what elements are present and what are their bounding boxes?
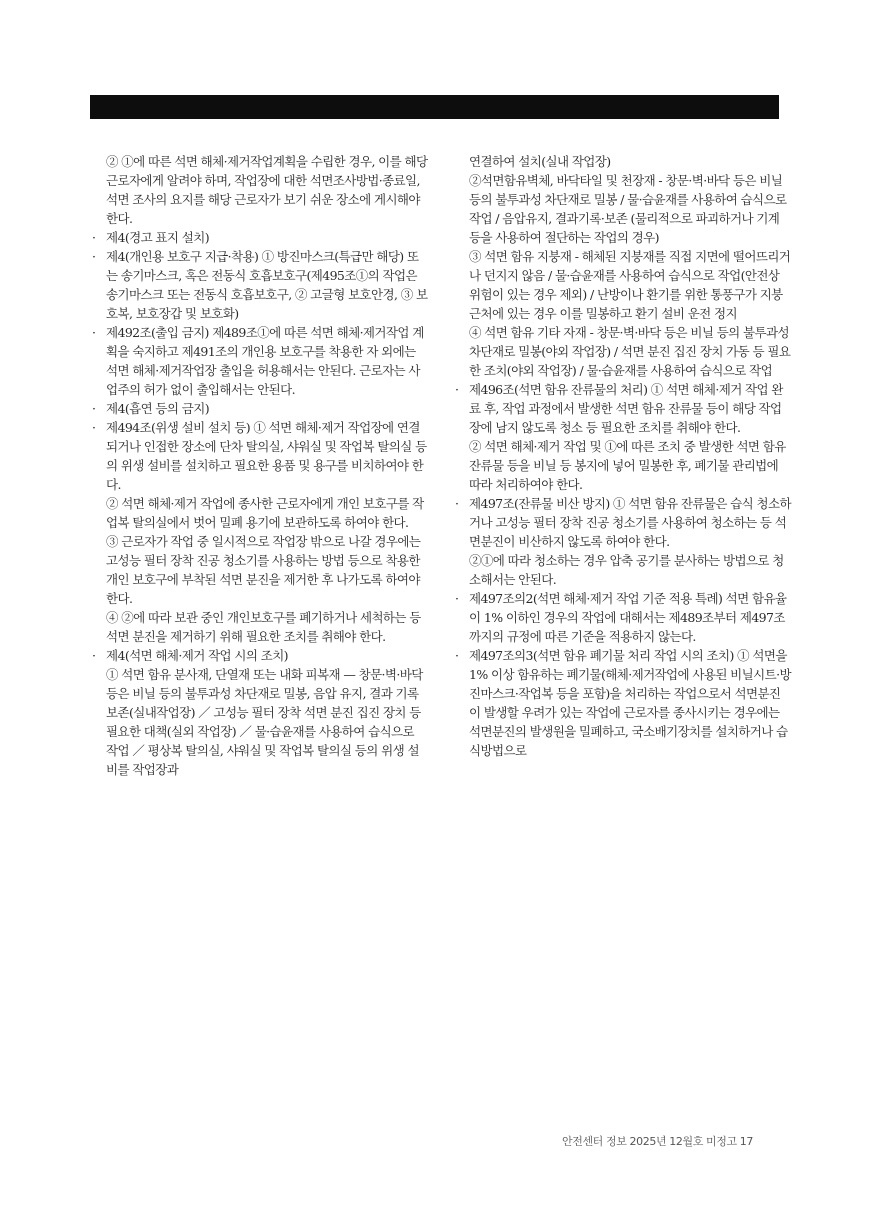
bullet-icon: · xyxy=(92,420,96,435)
paragraph: 연결하여 설치(실내 작업장) xyxy=(469,154,611,169)
right-column xyxy=(455,152,791,760)
paragraph: ② ①에 따른 석면 해체·제거작업계획을 수립한 경우, 이를 해당근로자에게 알려야 하며, 작업장에 대한 석면조사방법·종료일, 석면 조사의 요지를 해당 근로자가 보기 쉬운 장소에 게시해야 한다. xyxy=(106,154,428,226)
bullet-item: · 제492조(출입 금지) 제489조①에 따른 석면 해체·제거작업 계획을 숙지하고 제491조의 개인용 보호구를 착용한 자 외에는 석면 해체·제거작업장 출입을 허용해서는 안된다. 근로자는 사업주의 허가 없이 출입해서는 안된다. xyxy=(92,325,424,397)
bullet-item: · 제497조(잔류물 비산 방지) ① 석면 함유 잔류물은 습식 청소하거나 고성능 필터 장착 진공 청소기를 사용하여 청소하는 등 석면분진이 비산하지 않도록 하여야 한다. xyxy=(455,496,791,549)
paragraph: ② 석면 해체·제거 작업에 종사한 근로자에게 개인 보호구를 작업복 탈의실에서 벗어 밀폐 용기에 보관하도록 하여야 한다. xyxy=(106,496,424,530)
header-bar xyxy=(90,95,779,119)
bullet-icon: · xyxy=(92,401,96,416)
bullet-icon: · xyxy=(455,382,459,397)
left-column xyxy=(92,152,428,779)
paragraph: ② 석면 해체·제거 작업 및 ①에 따른 조치 중 발생한 석면 함유 잔류물 등을 비닐 등 봉지에 넣어 밀봉한 후, 폐기물 관리법에 따라 처리하여야 한다. xyxy=(469,439,786,492)
paragraph: ③ 석면 함유 지붕재 - 해체된 지붕재를 직접 지면에 떨어뜨리거나 던지지 않음 / 물·습윤재를 사용하여 습식으로 작업(안전상 위험이 있는 경우 제외) / 난방이나 환기를 위한 통풍구가 지붕 근처에 있는 경우 이를 밀봉하고 환기 설비 운전 정지 xyxy=(469,249,791,321)
bullet-item: · 제4(석면 해체·제거 작업 시의 조치) xyxy=(92,648,288,663)
bullet-item: · 제496조(석면 함유 잔류물의 처리) ① 석면 해체·제거 작업 완료 후, 작업 과정에서 발생한 석면 함유 잔류물 등이 해당 작업장에 남지 않도록 청소 등 필요한 조치를 취해야 한다. xyxy=(455,382,783,435)
bullet-item: · 제497조의3(석면 함유 폐기물 처리 작업 시의 조치) ① 석면을 1% 이상 함유하는 폐기물(해체·제거작업에 사용된 비닐시트·방진마스크·작업복 등을 포함)을 처리하는 작업으로서 석면분진이 발생할 우려가 있는 작업에 근로자를 종사시키는 경우에는 석면분진의 발생원을 밀폐하고, 국소배기장치를 설치하거나 습식방법으로 xyxy=(455,648,791,758)
bullet-icon: · xyxy=(92,648,96,663)
bullet-icon: · xyxy=(92,249,96,264)
page-footer: 안전센터 정보 2025년 12월호 미정고 17 xyxy=(562,1135,753,1148)
paragraph: ③ 근로자가 작업 중 일시적으로 작업장 밖으로 나갈 경우에는 고성능 필터 장착 진공 청소기를 사용하는 방법 등으로 착용한 개인 보호구에 부착된 석면 분진을 제거한 후 나가도록 하여야 한다. xyxy=(106,534,421,606)
bullet-item: · 제4(흡연 등의 금지) xyxy=(92,401,209,416)
paragraph: ④ ②에 따라 보관 중인 개인보호구를 폐기하거나 세척하는 등 석면 분진을 제거하기 위해 필요한 조치를 취해야 한다. xyxy=(106,610,421,644)
bullet-icon: · xyxy=(455,591,459,606)
paragraph: ④ 석면 함유 기타 자재 - 창문·벽·바닥 등은 비닐 등의 불투과성 차단재로 밀봉(야외 작업장) / 석면 분진 집진 장치 가동 등 필요한 조치(야외 작업장) / 물·습윤재를 사용하여 습식으로 작업 xyxy=(469,325,791,378)
bullet-icon: · xyxy=(92,230,96,245)
bullet-icon: · xyxy=(92,325,96,340)
bullet-item: · 제4(경고 표지 설치) xyxy=(92,230,209,245)
paragraph: ① 석면 함유 분사재, 단열재 또는 내화 피복재 — 창문·벽·바닥 등은 비닐 등의 불투과성 차단재로 밀봉, 음압 유지, 결과 기록보존(실내작업장) ／ 고성능 필터 장착 석면 분진 집진 장치 등 필요한 대책(실외 작업장) ／ 물·습윤재를 사용하여 습식으로 작업 ／ 평상복 탈의실, 샤워실 및 작업복 탈의실 등의 위생 설비를 작업장과 xyxy=(106,667,423,777)
bullet-item: · 제497조의2(석면 해체·제거 작업 기준 적용 특례) 석면 함유율이 1% 이하인 경우의 작업에 대해서는 제489조부터 제497조까지의 규정에 따른 기준을 적용하지 않는다. xyxy=(455,591,787,644)
bullet-item: · 제494조(위생 설비 설치 등) ① 석면 해체·제거 작업장에 연결되거나 인접한 장소에 단차 탈의실, 샤워실 및 작업복 탈의실 등의 위생 설비를 설치하고 필요한 용품 및 용구를 비치하여야 한다. xyxy=(92,420,427,492)
paragraph: ②석면함유벽체, 바닥타일 및 천장재 - 창문·벽·바닥 등은 비닐 등의 불투과성 차단재로 밀봉 / 물·습윤재를 사용하여 습식으로 작업 / 음압유지, 결과기록·보존 (물리적으로 파괴하거나 기계 등을 사용하여 절단하는 작업의 경우) xyxy=(469,173,787,245)
paragraph: ②①에 따라 청소하는 경우 압축 공기를 분사하는 방법으로 청소해서는 안된다. xyxy=(469,553,784,587)
bullet-item: · 제4(개인용 보호구 지급·착용) ① 방진마스크(특급만 해당) 또는 송기마스크, 혹은 전동식 호흡보호구(제495조①의 작업은 송기마스크 또는 전동식 호흡보호구, ② 고글형 보호안경, ③ 보호복, 보호장갑 및 보호화) xyxy=(92,249,428,321)
bullet-icon: · xyxy=(455,496,459,511)
bullet-icon: · xyxy=(455,648,459,663)
